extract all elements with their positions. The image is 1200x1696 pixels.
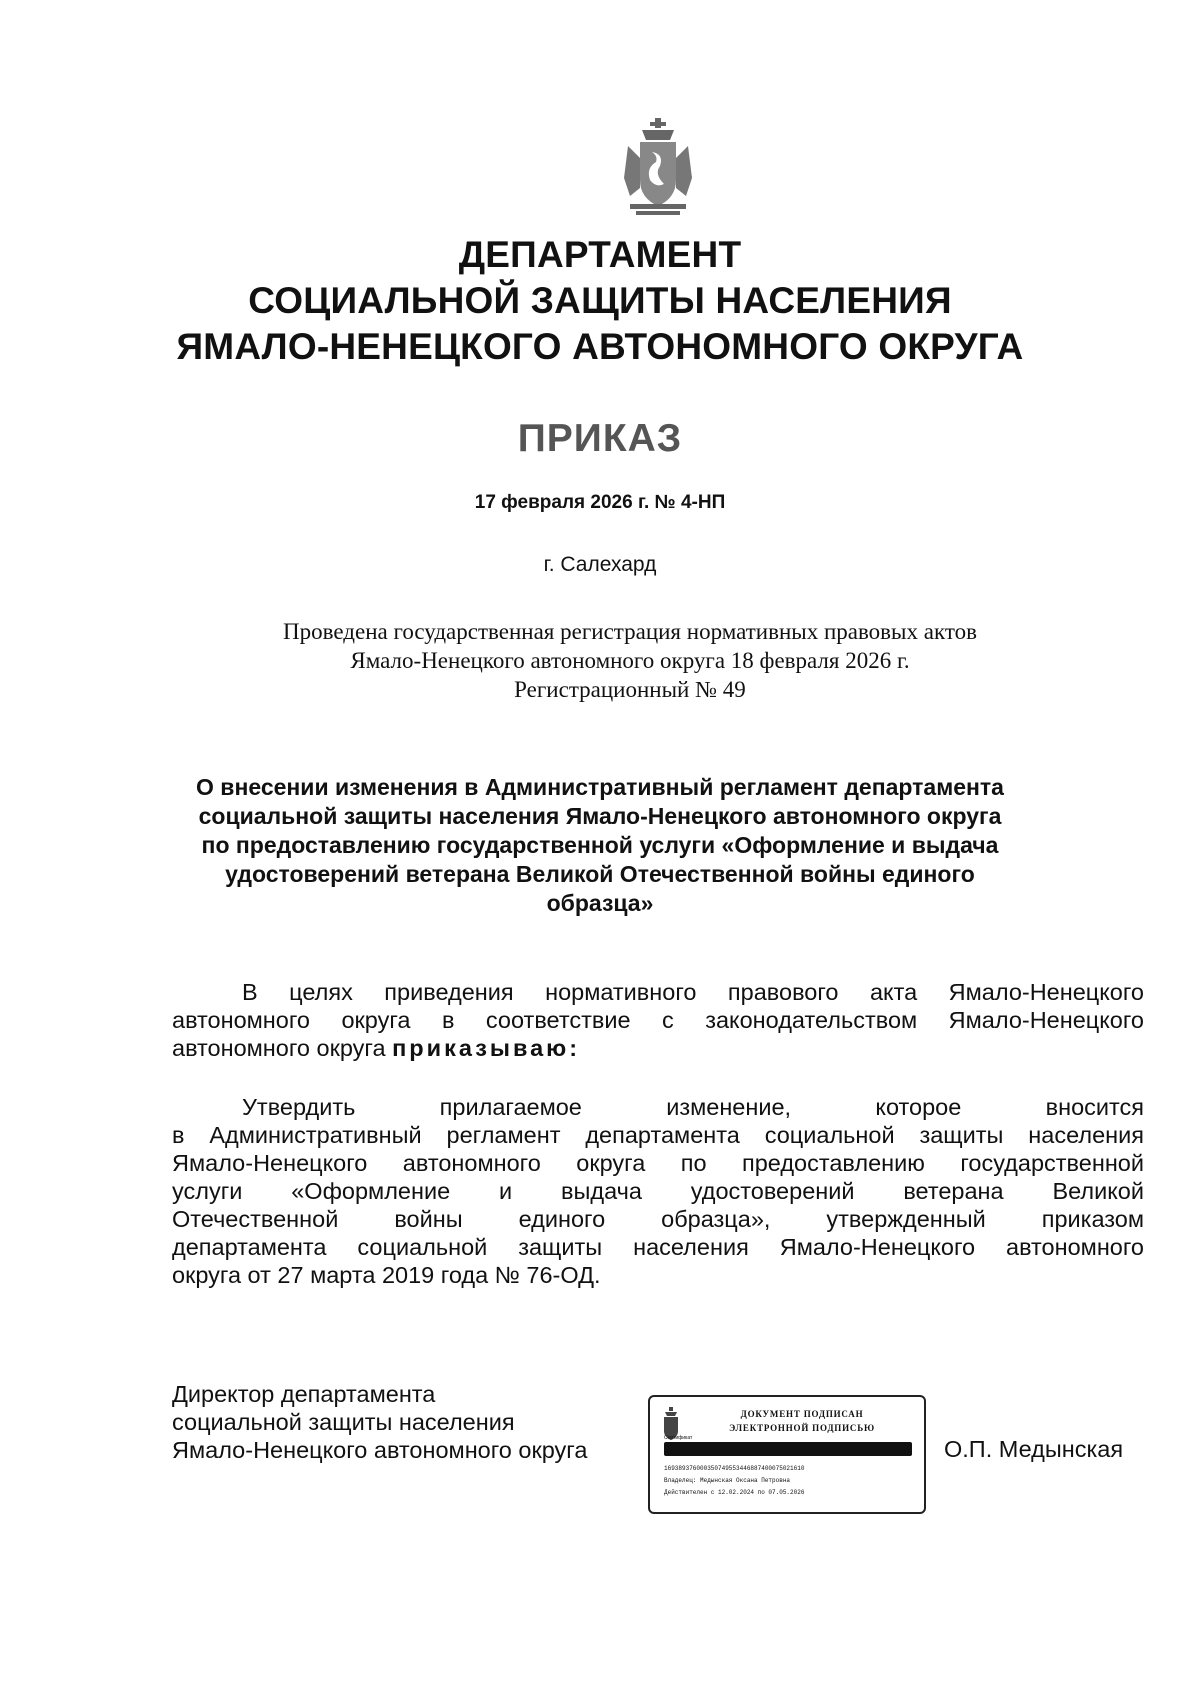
preamble-paragraph — [172, 978, 1144, 1062]
department-heading — [0, 232, 1200, 370]
subject-line: О внесении изменения в Административный регламент департамента — [196, 774, 1004, 800]
paragraph-text: автономного округа — [172, 1035, 393, 1061]
signer-position-line: социальной защиты населения — [172, 1409, 515, 1435]
coat-of-arms-icon — [620, 118, 696, 218]
order-date-number: 17 февраля 2026 г. № 4-НП — [474, 492, 726, 513]
paragraph-line: услуги «Оформление и выдача удостоверений ветерана Великой — [172, 1178, 1144, 1204]
paragraph-line — [172, 1034, 1144, 1062]
department-line-1: ДЕПАРТАМЕНТ — [458, 234, 742, 275]
paragraph-line: в Административный регламент департамента социальной защиты населения — [172, 1122, 1144, 1148]
paragraph-line: Ямало-Ненецкого автономного округа по предоставлению государственной — [172, 1150, 1144, 1176]
city: г. Салехард — [543, 553, 657, 576]
signer-name: О.П. Медынская — [944, 1436, 1124, 1462]
electronic-signature-stamp — [648, 1395, 926, 1514]
redaction-bar — [664, 1442, 912, 1456]
certificate-number: 169389376000350749553446887400075021610 — [664, 1465, 805, 1472]
order-subject — [190, 773, 1010, 918]
registration-line: Ямало-Ненецкого автономного округа 18 февраля 2026 г. — [350, 648, 910, 673]
operative-paragraph — [172, 1093, 1144, 1289]
paragraph-line: департамента социальной защиты населения Ямало-Ненецкого автономного — [172, 1234, 1144, 1260]
registration-note — [200, 617, 1060, 704]
registration-line: Проведена государственная регистрация нормативных правовых актов — [283, 619, 977, 644]
signer-position-line: Ямало-Ненецкого автономного округа — [172, 1437, 588, 1463]
paragraph-line: Утвердить прилагаемое изменение, которое вносится — [242, 1094, 1144, 1120]
paragraph-line: автономного округа в соответствие с законодательством Ямало-Ненецкого — [172, 1007, 1144, 1033]
order-title: ПРИКАЗ — [517, 417, 683, 460]
department-line-2: СОЦИАЛЬНОЙ ЗАЩИТЫ НАСЕЛЕНИЯ — [248, 280, 952, 321]
paragraph-line: Отечественной войны единого образца», утвержденный приказом — [172, 1206, 1144, 1232]
paragraph-line: округа от 27 марта 2019 года № 76-ОД. — [172, 1262, 601, 1288]
stamp-heading: ЭЛЕКТРОННОЙ ПОДПИСЬЮ — [729, 1423, 875, 1433]
subject-line: по предоставлению государственной услуги «Оформление и выдача — [201, 832, 999, 858]
subject-line: образца» — [546, 890, 654, 916]
subject-line: социальной защиты населения Ямало-Ненецкого автономного округа — [198, 803, 1002, 829]
order-verb: приказываю: — [392, 1035, 581, 1061]
department-line-3: ЯМАЛО-НЕНЕЦКОГО АВТОНОМНОГО ОКРУГА — [176, 326, 1024, 367]
certificate-owner: Владелец: Медынская Оксана Петровна — [664, 1477, 791, 1484]
paragraph-line: В целях приведения нормативного правового акта Ямало-Ненецкого — [242, 979, 1144, 1005]
stamp-certificate-label: Сертификат — [664, 1435, 693, 1441]
subject-line: удостоверений ветерана Великой Отечественной войны единого — [225, 861, 975, 887]
stamp-heading: ДОКУМЕНТ ПОДПИСАН — [740, 1409, 864, 1419]
certificate-validity: Действителен с 12.02.2024 по 07.05.2026 — [664, 1489, 805, 1496]
signer-position-line: Директор департамента — [172, 1381, 436, 1407]
signer-position — [172, 1380, 587, 1464]
registration-line: Регистрационный № 49 — [514, 677, 746, 702]
